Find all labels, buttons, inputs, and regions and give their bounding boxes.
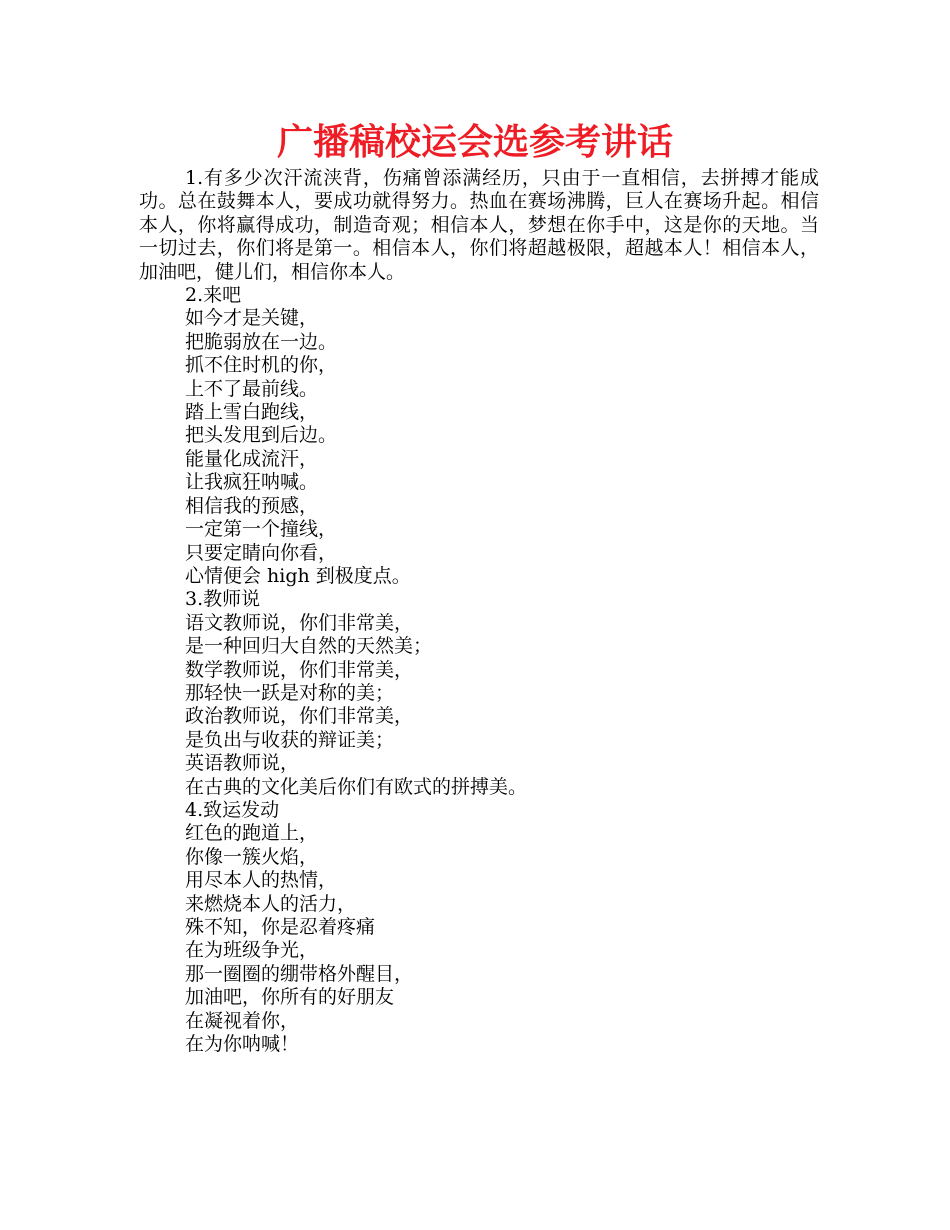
- section-heading: 2.来吧: [185, 284, 242, 307]
- poem-line: 数学教师说，你们非常美，: [185, 658, 414, 681]
- poem-line: 上不了最前线。: [185, 377, 319, 400]
- poem-line: 把头发甩到后边。: [185, 424, 338, 447]
- poem-line: 抓不住时机的你，: [185, 354, 338, 377]
- poem-line: 加油吧，你所有的好朋友: [185, 986, 395, 1009]
- poem-line: 语文教师说，你们非常美，: [185, 611, 414, 634]
- poem-line: 让我疯狂呐喊。: [185, 471, 319, 494]
- poem-line: 只要定睛向你看，: [185, 541, 338, 564]
- poem-line: 在为班级争光，: [185, 939, 319, 962]
- document-body: [139, 167, 819, 1056]
- document-title: 广播稿校运会选参考讲话: [276, 122, 673, 163]
- paragraph-1: 1.有多少次汗流浃背，伤痛曾添满经历，只由于一直相信，去拼搏才能成功。总在鼓舞本人，要成功就得努力。热血在赛场沸腾，巨人在赛场升起。相信本人，你将赢得成功，制造奇观；相信本人，梦想在你手中，这是你的天地。当一切过去，你们将是第一。相信本人，你们将超越极限，超越本人！相信本人，加油吧，健儿们，相信你本人。: [139, 167, 819, 283]
- poem-line: 相信我的预感，: [185, 494, 319, 517]
- poem-line: 在凝视着你，: [185, 1009, 300, 1032]
- poem-line: 能量化成流汗，: [185, 447, 319, 470]
- poem-line: 在古典的文化美后你们有欧式的拼搏美。: [185, 775, 528, 798]
- poem-line: 一定第一个撞线，: [185, 518, 338, 541]
- poem-line: 那一圈圈的绷带格外醒目，: [185, 962, 414, 985]
- poem-line: 心情便会 high 到极度点。: [185, 564, 411, 587]
- section-heading: 3.教师说: [185, 588, 261, 611]
- poem-line: 来燃烧本人的活力，: [185, 892, 357, 915]
- section-heading: 4.致运发动: [185, 798, 280, 821]
- poem-line: 是负出与收获的辩证美；: [185, 728, 395, 751]
- poem-line: 那轻快一跃是对称的美；: [185, 681, 395, 704]
- poem-line: 你像一簇火焰，: [185, 845, 319, 868]
- poem-line: 红色的跑道上，: [185, 822, 319, 845]
- poem-line: 如今才是关键，: [185, 307, 319, 330]
- poem-line: 英语教师说，: [185, 752, 300, 775]
- poem-line: 殊不知，你是忍着疼痛: [185, 916, 376, 938]
- poem-line: 政治教师说，你们非常美，: [185, 705, 414, 728]
- poem-line: 在为你呐喊！: [185, 1033, 300, 1056]
- poem-line: 把脆弱放在一边。: [185, 330, 338, 353]
- poem-line: 用尽本人的热情，: [185, 869, 338, 892]
- poem-line: 踏上雪白跑线，: [185, 401, 319, 424]
- poem-line: 是一种回归大自然的天然美；: [185, 635, 433, 658]
